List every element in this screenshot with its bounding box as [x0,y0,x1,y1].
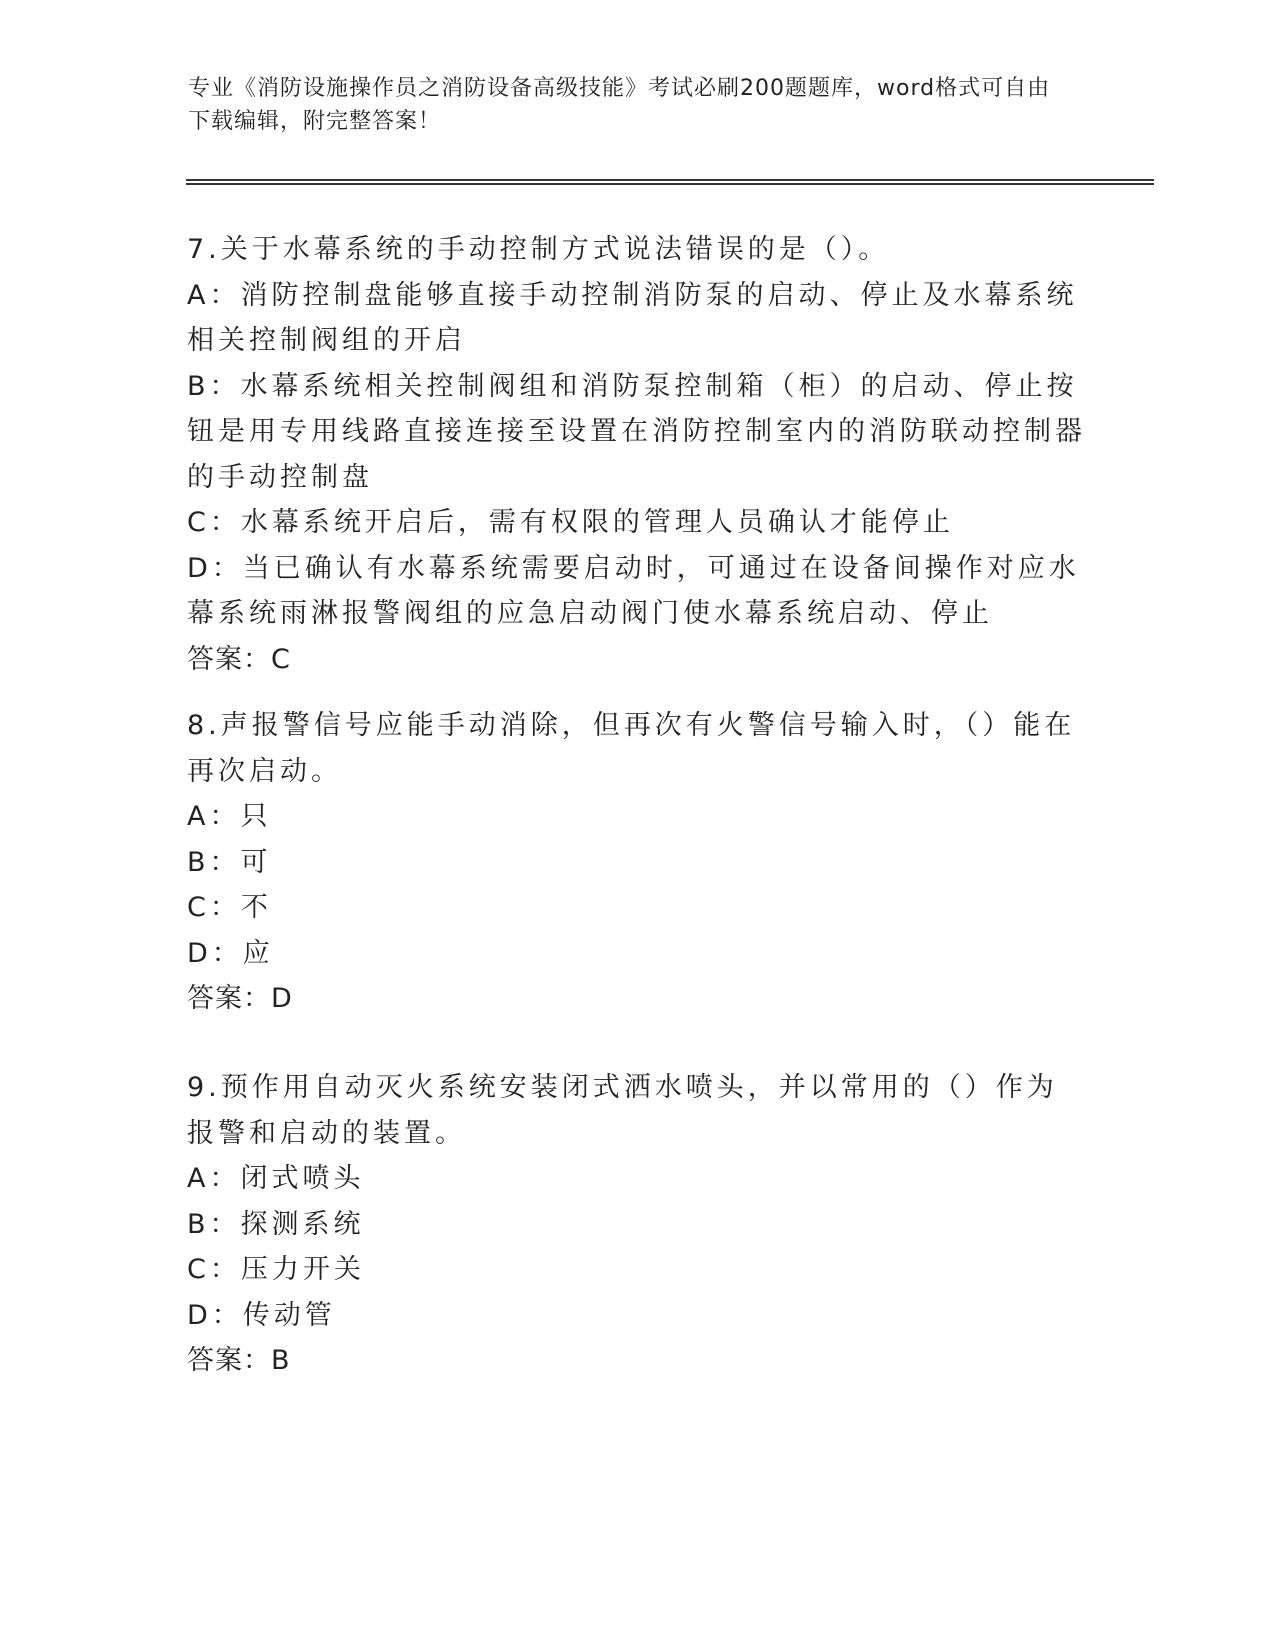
answer: 答案：B [187,1345,291,1376]
document-header: 专业《消防设施操作员之消防设备高级技能》考试必刷200题题库，word格式可自由下载编辑，附完整答案！ [188,76,1051,134]
option-b: B：探测系统 [187,1208,365,1240]
option-a: A：消防控制盘能够直接手动控制消防泵的启动、停止及水幕系统相关控制阀组的开启 [187,279,1078,356]
answer: 答案：C [187,643,291,675]
question-7 [187,227,1087,682]
option-b: B：可 [187,846,272,878]
answer: 答案：D [187,983,293,1014]
option-d: D：传动管 [187,1299,336,1331]
option-c: C：水幕系统开启后，需有权限的管理人员确认才能停止 [187,507,954,538]
option-a: A：闭式喷头 [187,1163,365,1194]
option-b: B：水幕系统相关控制阀组和消防泵控制箱（柜）的启动、停止按钮是用专用线路直接连接至设置在消防控制室内的消防联动控制器的手动控制盘 [187,370,1086,493]
header-divider-top [186,179,1154,181]
option-c: C：不 [187,892,272,923]
question-stem: 7.关于水幕系统的手动控制方式说法错误的是（）。 [187,234,890,265]
question-stem: 9.预作用自动灭火系统安装闭式洒水喷头，并以常用的（）作为报警和启动的装置。 [187,1072,1058,1149]
question-8 [187,703,1087,1022]
question-stem: 8.声报警信号应能手动消除，但再次有火警信号输入时，（）能在再次启动。 [187,710,1076,787]
option-a: A：只 [187,801,272,832]
option-d: D：应 [187,937,274,969]
option-d: D：当已确认有水幕系统需要启动时，可通过在设备间操作对应水幕系统雨淋报警阀组的应急启动阀门使水幕系统启动、停止 [187,552,1080,629]
option-c: C：压力开关 [187,1254,365,1285]
header-divider-bottom [186,183,1154,185]
question-9 [187,1065,1087,1384]
